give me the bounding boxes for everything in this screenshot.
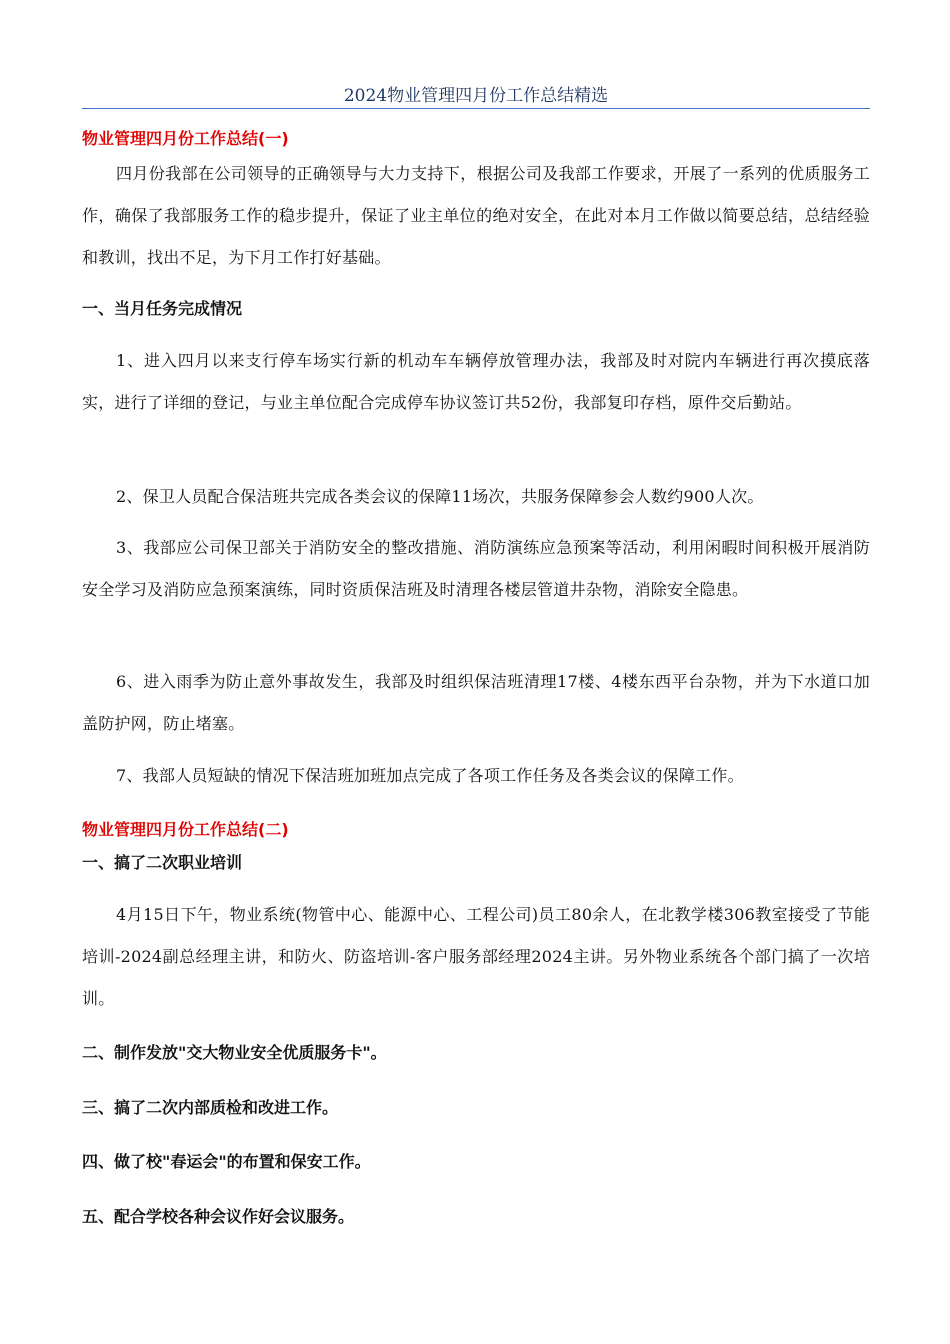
section-2-heading-4: 四、做了校"春运会"的布置和保安工作。 [82, 1152, 371, 1171]
section-1-intro: 四月份我部在公司领导的正确领导与大力支持下，根据公司及我部工作要求，开展了一系列的优质服务工作，确保了我部服务工作的稳步提升，保证了业主单位的绝对安全，在此对本月工作做以简要总结，总结经验和教训，找出不足，为下月工作打好基础。 [82, 164, 870, 267]
section-2-heading-5: 五、配合学校各种会议作好会议服务。 [82, 1207, 355, 1226]
section-1-item-2: 2、保卫人员配合保洁班共完成各类会议的保障11场次，共服务保障参会人数约900人次。 [116, 487, 764, 506]
section-1-item-1: 1、进入四月以来支行停车场实行新的机动车车辆停放管理办法，我部及时对院内车辆进行再次摸底落实，进行了详细的登记，与业主单位配合完成停车协议签订共52份，我部复印存档，原件交后勤站。 [82, 351, 870, 412]
section-2-heading-2: 二、制作发放"交大物业安全优质服务卡"。 [82, 1043, 387, 1062]
section-2-heading-1: 一、搞了二次职业培训 [82, 853, 243, 872]
section-1-heading: 一、当月任务完成情况 [82, 299, 243, 318]
section-2-title: 物业管理四月份工作总结(二) [82, 820, 289, 839]
section-1-item-5: 7、我部人员短缺的情况下保洁班加班加点完成了各项工作任务及各类会议的保障工作。 [116, 766, 744, 785]
section-1-item-3: 3、我部应公司保卫部关于消防安全的整改措施、消防演练应急预案等活动，利用闲暇时间积极开展消防安全学习及消防应急预案演练，同时资质保洁班及时清理各楼层管道井杂物，消除安全隐患。 [82, 538, 870, 599]
section-2-paragraph: 4月15日下午，物业系统(物管中心、能源中心、工程公司)员工80余人，在北教学楼306教室接受了节能培训-2024副总经理主讲，和防火、防盗培训-客户服务部经理2024主讲。另外物业系统各个部门搞了一次培训。 [82, 905, 870, 1008]
document-title: 2024物业管理四月份工作总结精选 [343, 86, 609, 106]
section-2-heading-3: 三、搞了二次内部质检和改进工作。 [82, 1098, 339, 1117]
section-1-title: 物业管理四月份工作总结(一) [82, 129, 289, 148]
title-underline [82, 108, 870, 109]
section-1-item-4: 6、进入雨季为防止意外事故发生，我部及时组织保洁班清理17楼、4楼东西平台杂物，并为下水道口加盖防护网，防止堵塞。 [82, 672, 870, 733]
